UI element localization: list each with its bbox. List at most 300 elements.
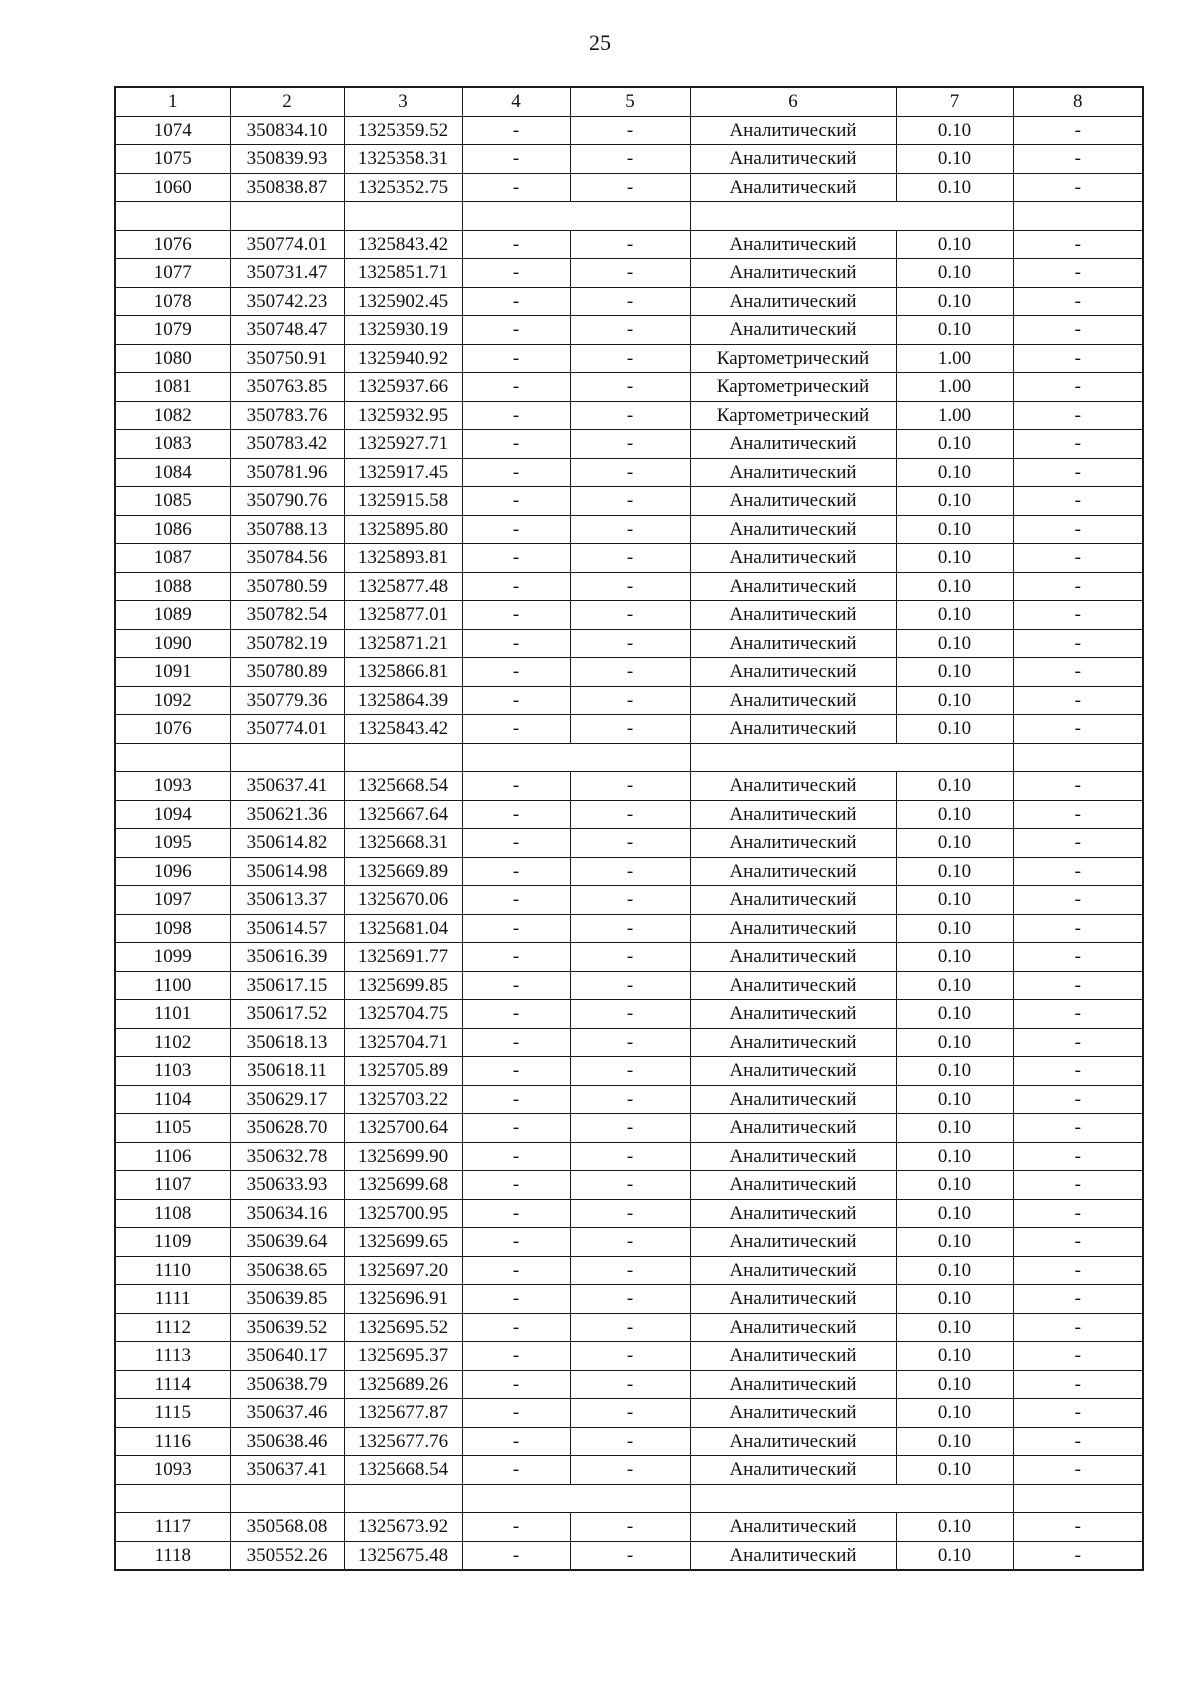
table-cell-col-4: -	[462, 1313, 570, 1342]
table-cell-col-2: 350633.93	[230, 1171, 344, 1200]
table-cell-col-6: Аналитический	[690, 629, 896, 658]
table-cell-col-2: 350637.46	[230, 1399, 344, 1428]
table-cell-col-5: -	[570, 1513, 690, 1542]
coordinates-table	[114, 86, 1144, 1571]
table-row	[115, 772, 1143, 801]
table-row	[115, 1228, 1143, 1257]
table-cell-col-8: -	[1013, 1342, 1143, 1371]
table-cell-col-4: -	[462, 1342, 570, 1371]
table-cell-col-3: 1325358.31	[344, 145, 462, 174]
table-cell-col-7: 0.10	[896, 116, 1013, 145]
table-cell-col-7: 0.10	[896, 715, 1013, 744]
table-cell-col-2: 350616.39	[230, 943, 344, 972]
table-cell-col-6: Аналитический	[690, 715, 896, 744]
table-cell-col-1: 1094	[115, 800, 230, 829]
table-row	[115, 629, 1143, 658]
table-cell-col-2: 350780.59	[230, 572, 344, 601]
table-cell-col-1: 1098	[115, 914, 230, 943]
table-row	[115, 544, 1143, 573]
table-cell-col-4: -	[462, 572, 570, 601]
table-cell-col-3: 1325843.42	[344, 230, 462, 259]
table-cell-col-2: 350568.08	[230, 1513, 344, 1542]
table-cell-col-4: -	[462, 629, 570, 658]
table-cell-col-7: 0.10	[896, 173, 1013, 202]
table-cell-col-5: -	[570, 1142, 690, 1171]
table-cell-col-4: -	[462, 145, 570, 174]
table-cell-col-1: 1076	[115, 230, 230, 259]
table-cell-col-2: 350748.47	[230, 316, 344, 345]
empty-cell	[115, 1484, 230, 1513]
table-cell-col-3: 1325699.90	[344, 1142, 462, 1171]
table-cell-col-7: 0.10	[896, 430, 1013, 459]
table-cell-col-7: 0.10	[896, 230, 1013, 259]
table-cell-col-1: 1107	[115, 1171, 230, 1200]
empty-cell	[462, 1484, 690, 1513]
table-row	[115, 1427, 1143, 1456]
table-cell-col-7: 0.10	[896, 1427, 1013, 1456]
table-cell-col-2: 350617.52	[230, 1000, 344, 1029]
table-cell-col-4: -	[462, 1427, 570, 1456]
table-cell-col-1: 1111	[115, 1285, 230, 1314]
table-row	[115, 715, 1143, 744]
table-cell-col-6: Аналитический	[690, 1228, 896, 1257]
table-row	[115, 1114, 1143, 1143]
table-row	[115, 1513, 1143, 1542]
table-cell-col-4: -	[462, 857, 570, 886]
table-cell-col-7: 0.10	[896, 1142, 1013, 1171]
table-cell-col-8: -	[1013, 401, 1143, 430]
table-cell-col-7: 0.10	[896, 857, 1013, 886]
table-cell-col-6: Аналитический	[690, 886, 896, 915]
table-row	[115, 601, 1143, 630]
table-cell-col-7: 0.10	[896, 1541, 1013, 1570]
table-cell-col-1: 1088	[115, 572, 230, 601]
table-cell-col-2: 350614.98	[230, 857, 344, 886]
table-cell-col-8: -	[1013, 886, 1143, 915]
table-cell-col-8: -	[1013, 800, 1143, 829]
table-cell-col-4: -	[462, 1000, 570, 1029]
table-cell-col-2: 350632.78	[230, 1142, 344, 1171]
table-cell-col-5: -	[570, 1399, 690, 1428]
table-cell-col-6: Аналитический	[690, 1171, 896, 1200]
table-cell-col-8: -	[1013, 572, 1143, 601]
table-cell-col-6: Аналитический	[690, 914, 896, 943]
table-cell-col-5: -	[570, 1313, 690, 1342]
table-cell-col-8: -	[1013, 1456, 1143, 1485]
table-cell-col-5: -	[570, 971, 690, 1000]
table-cell-col-2: 350634.16	[230, 1199, 344, 1228]
table-row	[115, 971, 1143, 1000]
page-number: 25	[589, 30, 611, 55]
empty-cell	[344, 202, 462, 231]
table-cell-col-2: 350839.93	[230, 145, 344, 174]
table-cell-col-6: Аналитический	[690, 1342, 896, 1371]
table-cell-col-3: 1325696.91	[344, 1285, 462, 1314]
table-cell-col-4: -	[462, 1456, 570, 1485]
table-cell-col-2: 350639.52	[230, 1313, 344, 1342]
table-cell-col-6: Аналитический	[690, 1142, 896, 1171]
table-cell-col-8: -	[1013, 971, 1143, 1000]
table-cell-col-7: 1.00	[896, 373, 1013, 402]
column-header-3: 3	[344, 87, 462, 116]
table-row	[115, 1456, 1143, 1485]
table-cell-col-1: 1089	[115, 601, 230, 630]
table-row	[115, 943, 1143, 972]
table-cell-col-5: -	[570, 1114, 690, 1143]
table-cell-col-6: Аналитический	[690, 173, 896, 202]
table-cell-col-5: -	[570, 1000, 690, 1029]
table-cell-col-5: -	[570, 116, 690, 145]
table-cell-col-7: 0.10	[896, 259, 1013, 288]
empty-cell	[115, 202, 230, 231]
table-cell-col-3: 1325917.45	[344, 458, 462, 487]
empty-cell	[1013, 1484, 1143, 1513]
table-row	[115, 572, 1143, 601]
table-cell-col-6: Картометрический	[690, 373, 896, 402]
table-cell-col-5: -	[570, 373, 690, 402]
table-cell-col-1: 1118	[115, 1541, 230, 1570]
table-cell-col-8: -	[1013, 715, 1143, 744]
table-cell-col-8: -	[1013, 487, 1143, 516]
table-cell-col-8: -	[1013, 287, 1143, 316]
table-cell-col-6: Аналитический	[690, 1541, 896, 1570]
table-cell-col-1: 1086	[115, 515, 230, 544]
table-cell-col-6: Аналитический	[690, 287, 896, 316]
table-cell-col-7: 0.10	[896, 1000, 1013, 1029]
empty-cell	[1013, 202, 1143, 231]
table-row	[115, 658, 1143, 687]
table-cell-col-4: -	[462, 1171, 570, 1200]
table-cell-col-4: -	[462, 287, 570, 316]
table-cell-col-4: -	[462, 1199, 570, 1228]
table-row	[115, 1142, 1143, 1171]
table-cell-col-4: -	[462, 1541, 570, 1570]
table-cell-col-8: -	[1013, 1114, 1143, 1143]
table-cell-col-3: 1325902.45	[344, 287, 462, 316]
table-cell-col-5: -	[570, 230, 690, 259]
column-header-6: 6	[690, 87, 896, 116]
table-cell-col-8: -	[1013, 458, 1143, 487]
table-cell-col-1: 1104	[115, 1085, 230, 1114]
table-cell-col-6: Аналитический	[690, 1085, 896, 1114]
table-cell-col-3: 1325895.80	[344, 515, 462, 544]
table-cell-col-8: -	[1013, 1541, 1143, 1570]
table-cell-col-5: -	[570, 629, 690, 658]
column-header-8: 8	[1013, 87, 1143, 116]
table-cell-col-5: -	[570, 1456, 690, 1485]
table-cell-col-7: 0.10	[896, 1313, 1013, 1342]
table-cell-col-3: 1325700.95	[344, 1199, 462, 1228]
table-cell-col-4: -	[462, 686, 570, 715]
table-cell-col-2: 350637.41	[230, 1456, 344, 1485]
table-cell-col-7: 0.10	[896, 572, 1013, 601]
table-cell-col-3: 1325673.92	[344, 1513, 462, 1542]
table-cell-col-5: -	[570, 772, 690, 801]
table-cell-col-7: 0.10	[896, 800, 1013, 829]
table-cell-col-1: 1060	[115, 173, 230, 202]
table-cell-col-3: 1325930.19	[344, 316, 462, 345]
table-cell-col-1: 1082	[115, 401, 230, 430]
table-cell-col-8: -	[1013, 1228, 1143, 1257]
table-cell-col-4: -	[462, 1142, 570, 1171]
table-row	[115, 145, 1143, 174]
table-cell-col-7: 0.10	[896, 1399, 1013, 1428]
table-cell-col-8: -	[1013, 1285, 1143, 1314]
table-cell-col-8: -	[1013, 857, 1143, 886]
table-cell-col-2: 350790.76	[230, 487, 344, 516]
table-cell-col-6: Аналитический	[690, 1199, 896, 1228]
table-row	[115, 1000, 1143, 1029]
empty-cell	[462, 202, 690, 231]
table-row	[115, 515, 1143, 544]
table-cell-col-2: 350742.23	[230, 287, 344, 316]
table-cell-col-3: 1325699.65	[344, 1228, 462, 1257]
table-cell-col-5: -	[570, 1427, 690, 1456]
table-cell-col-7: 0.10	[896, 1513, 1013, 1542]
table-cell-col-3: 1325893.81	[344, 544, 462, 573]
table-cell-col-5: -	[570, 487, 690, 516]
table-cell-col-7: 0.10	[896, 1285, 1013, 1314]
table-cell-col-4: -	[462, 344, 570, 373]
table-cell-col-4: -	[462, 971, 570, 1000]
table-cell-col-8: -	[1013, 515, 1143, 544]
table-cell-col-6: Аналитический	[690, 1057, 896, 1086]
table-cell-col-4: -	[462, 943, 570, 972]
table-cell-col-7: 0.10	[896, 1228, 1013, 1257]
table-cell-col-6: Аналитический	[690, 1370, 896, 1399]
table-cell-col-7: 0.10	[896, 1028, 1013, 1057]
table-cell-col-7: 0.10	[896, 658, 1013, 687]
empty-cell	[230, 1484, 344, 1513]
table-cell-col-2: 350614.82	[230, 829, 344, 858]
table-cell-col-2: 350629.17	[230, 1085, 344, 1114]
table-cell-col-2: 350838.87	[230, 173, 344, 202]
table-cell-col-6: Аналитический	[690, 1456, 896, 1485]
table-cell-col-6: Аналитический	[690, 1313, 896, 1342]
table-cell-col-1: 1105	[115, 1114, 230, 1143]
table-cell-col-7: 0.10	[896, 287, 1013, 316]
table-cell-col-2: 350834.10	[230, 116, 344, 145]
table-cell-col-1: 1110	[115, 1256, 230, 1285]
table-cell-col-1: 1101	[115, 1000, 230, 1029]
table-row	[115, 430, 1143, 459]
table-cell-col-8: -	[1013, 1142, 1143, 1171]
table-row	[115, 1313, 1143, 1342]
table-cell-col-4: -	[462, 430, 570, 459]
table-cell-col-3: 1325871.21	[344, 629, 462, 658]
table-row	[115, 373, 1143, 402]
table-cell-col-6: Аналитический	[690, 1285, 896, 1314]
table-cell-col-3: 1325940.92	[344, 344, 462, 373]
table-cell-col-6: Аналитический	[690, 259, 896, 288]
table-cell-col-8: -	[1013, 686, 1143, 715]
table-cell-col-5: -	[570, 601, 690, 630]
table-cell-col-3: 1325915.58	[344, 487, 462, 516]
table-cell-col-3: 1325866.81	[344, 658, 462, 687]
table-cell-col-2: 350774.01	[230, 230, 344, 259]
table-cell-col-2: 350782.19	[230, 629, 344, 658]
table-row	[115, 914, 1143, 943]
table-cell-col-8: -	[1013, 173, 1143, 202]
table-cell-col-2: 350640.17	[230, 1342, 344, 1371]
table-cell-col-4: -	[462, 487, 570, 516]
empty-cell	[230, 743, 344, 772]
table-row	[115, 1199, 1143, 1228]
table-cell-col-5: -	[570, 800, 690, 829]
table-cell-col-2: 350639.85	[230, 1285, 344, 1314]
table-cell-col-6: Аналитический	[690, 1028, 896, 1057]
table-row	[115, 1399, 1143, 1428]
table-cell-col-3: 1325359.52	[344, 116, 462, 145]
table-cell-col-6: Аналитический	[690, 943, 896, 972]
table-row	[115, 1028, 1143, 1057]
table-cell-col-4: -	[462, 914, 570, 943]
table-cell-col-7: 1.00	[896, 401, 1013, 430]
table-cell-col-1: 1113	[115, 1342, 230, 1371]
table-cell-col-6: Аналитический	[690, 487, 896, 516]
table-cell-col-2: 350618.13	[230, 1028, 344, 1057]
table-cell-col-4: -	[462, 515, 570, 544]
table-cell-col-6: Аналитический	[690, 686, 896, 715]
table-cell-col-1: 1085	[115, 487, 230, 516]
table-cell-col-7: 0.10	[896, 458, 1013, 487]
table-cell-col-7: 0.10	[896, 1199, 1013, 1228]
empty-cell	[690, 1484, 1013, 1513]
table-cell-col-3: 1325669.89	[344, 857, 462, 886]
table-cell-col-7: 0.10	[896, 1114, 1013, 1143]
table-cell-col-1: 1106	[115, 1142, 230, 1171]
table-cell-col-3: 1325927.71	[344, 430, 462, 459]
table-body	[115, 116, 1143, 1570]
table-row	[115, 1256, 1143, 1285]
table-cell-col-3: 1325691.77	[344, 943, 462, 972]
empty-cell	[344, 743, 462, 772]
table-cell-col-6: Картометрический	[690, 344, 896, 373]
table-cell-col-7: 1.00	[896, 344, 1013, 373]
table-cell-col-1: 1080	[115, 344, 230, 373]
table-cell-col-3: 1325937.66	[344, 373, 462, 402]
table-cell-col-2: 350779.36	[230, 686, 344, 715]
empty-cell	[462, 743, 690, 772]
table-cell-col-7: 0.10	[896, 544, 1013, 573]
table-cell-col-7: 0.10	[896, 487, 1013, 516]
table-cell-col-7: 0.10	[896, 629, 1013, 658]
table-cell-col-4: -	[462, 1085, 570, 1114]
table-cell-col-8: -	[1013, 230, 1143, 259]
table-cell-col-5: -	[570, 572, 690, 601]
table-cell-col-3: 1325352.75	[344, 173, 462, 202]
table-cell-col-8: -	[1013, 430, 1143, 459]
table-cell-col-4: -	[462, 316, 570, 345]
table-cell-col-5: -	[570, 1057, 690, 1086]
table-cell-col-4: -	[462, 800, 570, 829]
header-row	[115, 87, 1143, 116]
table-cell-col-3: 1325681.04	[344, 914, 462, 943]
table-cell-col-3: 1325705.89	[344, 1057, 462, 1086]
table-cell-col-7: 0.10	[896, 829, 1013, 858]
table-row	[115, 287, 1143, 316]
table-cell-col-2: 350628.70	[230, 1114, 344, 1143]
table-cell-col-7: 0.10	[896, 515, 1013, 544]
table-cell-col-5: -	[570, 430, 690, 459]
table-cell-col-4: -	[462, 1285, 570, 1314]
table-cell-col-4: -	[462, 1399, 570, 1428]
table-row	[115, 1342, 1143, 1371]
table-cell-col-4: -	[462, 772, 570, 801]
table-cell-col-8: -	[1013, 772, 1143, 801]
table-cell-col-1: 1109	[115, 1228, 230, 1257]
table-cell-col-8: -	[1013, 1256, 1143, 1285]
table-cell-col-5: -	[570, 943, 690, 972]
table-cell-col-3: 1325699.85	[344, 971, 462, 1000]
table-cell-col-3: 1325677.76	[344, 1427, 462, 1456]
table-cell-col-2: 350618.11	[230, 1057, 344, 1086]
table-cell-col-5: -	[570, 857, 690, 886]
table-cell-col-8: -	[1013, 629, 1143, 658]
table-cell-col-1: 1083	[115, 430, 230, 459]
table-cell-col-4: -	[462, 373, 570, 402]
table-cell-col-4: -	[462, 116, 570, 145]
table-cell-col-7: 0.10	[896, 1171, 1013, 1200]
separator-row	[115, 1484, 1143, 1513]
table-cell-col-5: -	[570, 1028, 690, 1057]
table-cell-col-7: 0.10	[896, 1085, 1013, 1114]
table-cell-col-8: -	[1013, 914, 1143, 943]
empty-cell	[690, 202, 1013, 231]
table-cell-col-8: -	[1013, 544, 1143, 573]
table-cell-col-1: 1115	[115, 1399, 230, 1428]
table-cell-col-6: Аналитический	[690, 772, 896, 801]
table-cell-col-8: -	[1013, 1028, 1143, 1057]
table-cell-col-2: 350774.01	[230, 715, 344, 744]
table-cell-col-3: 1325877.48	[344, 572, 462, 601]
table-cell-col-8: -	[1013, 658, 1143, 687]
table-cell-col-2: 350780.89	[230, 658, 344, 687]
table-row	[115, 344, 1143, 373]
table-cell-col-2: 350782.54	[230, 601, 344, 630]
table-cell-col-7: 0.10	[896, 601, 1013, 630]
table-cell-col-1: 1108	[115, 1199, 230, 1228]
table-row	[115, 1085, 1143, 1114]
table-cell-col-5: -	[570, 1285, 690, 1314]
table-cell-col-1: 1076	[115, 715, 230, 744]
table-cell-col-6: Аналитический	[690, 1114, 896, 1143]
table-cell-col-6: Аналитический	[690, 572, 896, 601]
table-cell-col-4: -	[462, 1370, 570, 1399]
table-row	[115, 1370, 1143, 1399]
table-cell-col-2: 350731.47	[230, 259, 344, 288]
table-cell-col-3: 1325667.64	[344, 800, 462, 829]
table-cell-col-6: Аналитический	[690, 971, 896, 1000]
empty-cell	[1013, 743, 1143, 772]
table-row	[115, 1057, 1143, 1086]
table-cell-col-4: -	[462, 1513, 570, 1542]
table-cell-col-6: Аналитический	[690, 316, 896, 345]
column-header-4: 4	[462, 87, 570, 116]
table-cell-col-6: Аналитический	[690, 145, 896, 174]
table-cell-col-7: 0.10	[896, 1370, 1013, 1399]
table-cell-col-4: -	[462, 829, 570, 858]
table-cell-col-1: 1099	[115, 943, 230, 972]
separator-row	[115, 743, 1143, 772]
table-cell-col-7: 0.10	[896, 914, 1013, 943]
table-cell-col-8: -	[1013, 259, 1143, 288]
table-row	[115, 316, 1143, 345]
table-cell-col-3: 1325668.31	[344, 829, 462, 858]
table-cell-col-3: 1325699.68	[344, 1171, 462, 1200]
table-cell-col-2: 350781.96	[230, 458, 344, 487]
table-cell-col-3: 1325703.22	[344, 1085, 462, 1114]
